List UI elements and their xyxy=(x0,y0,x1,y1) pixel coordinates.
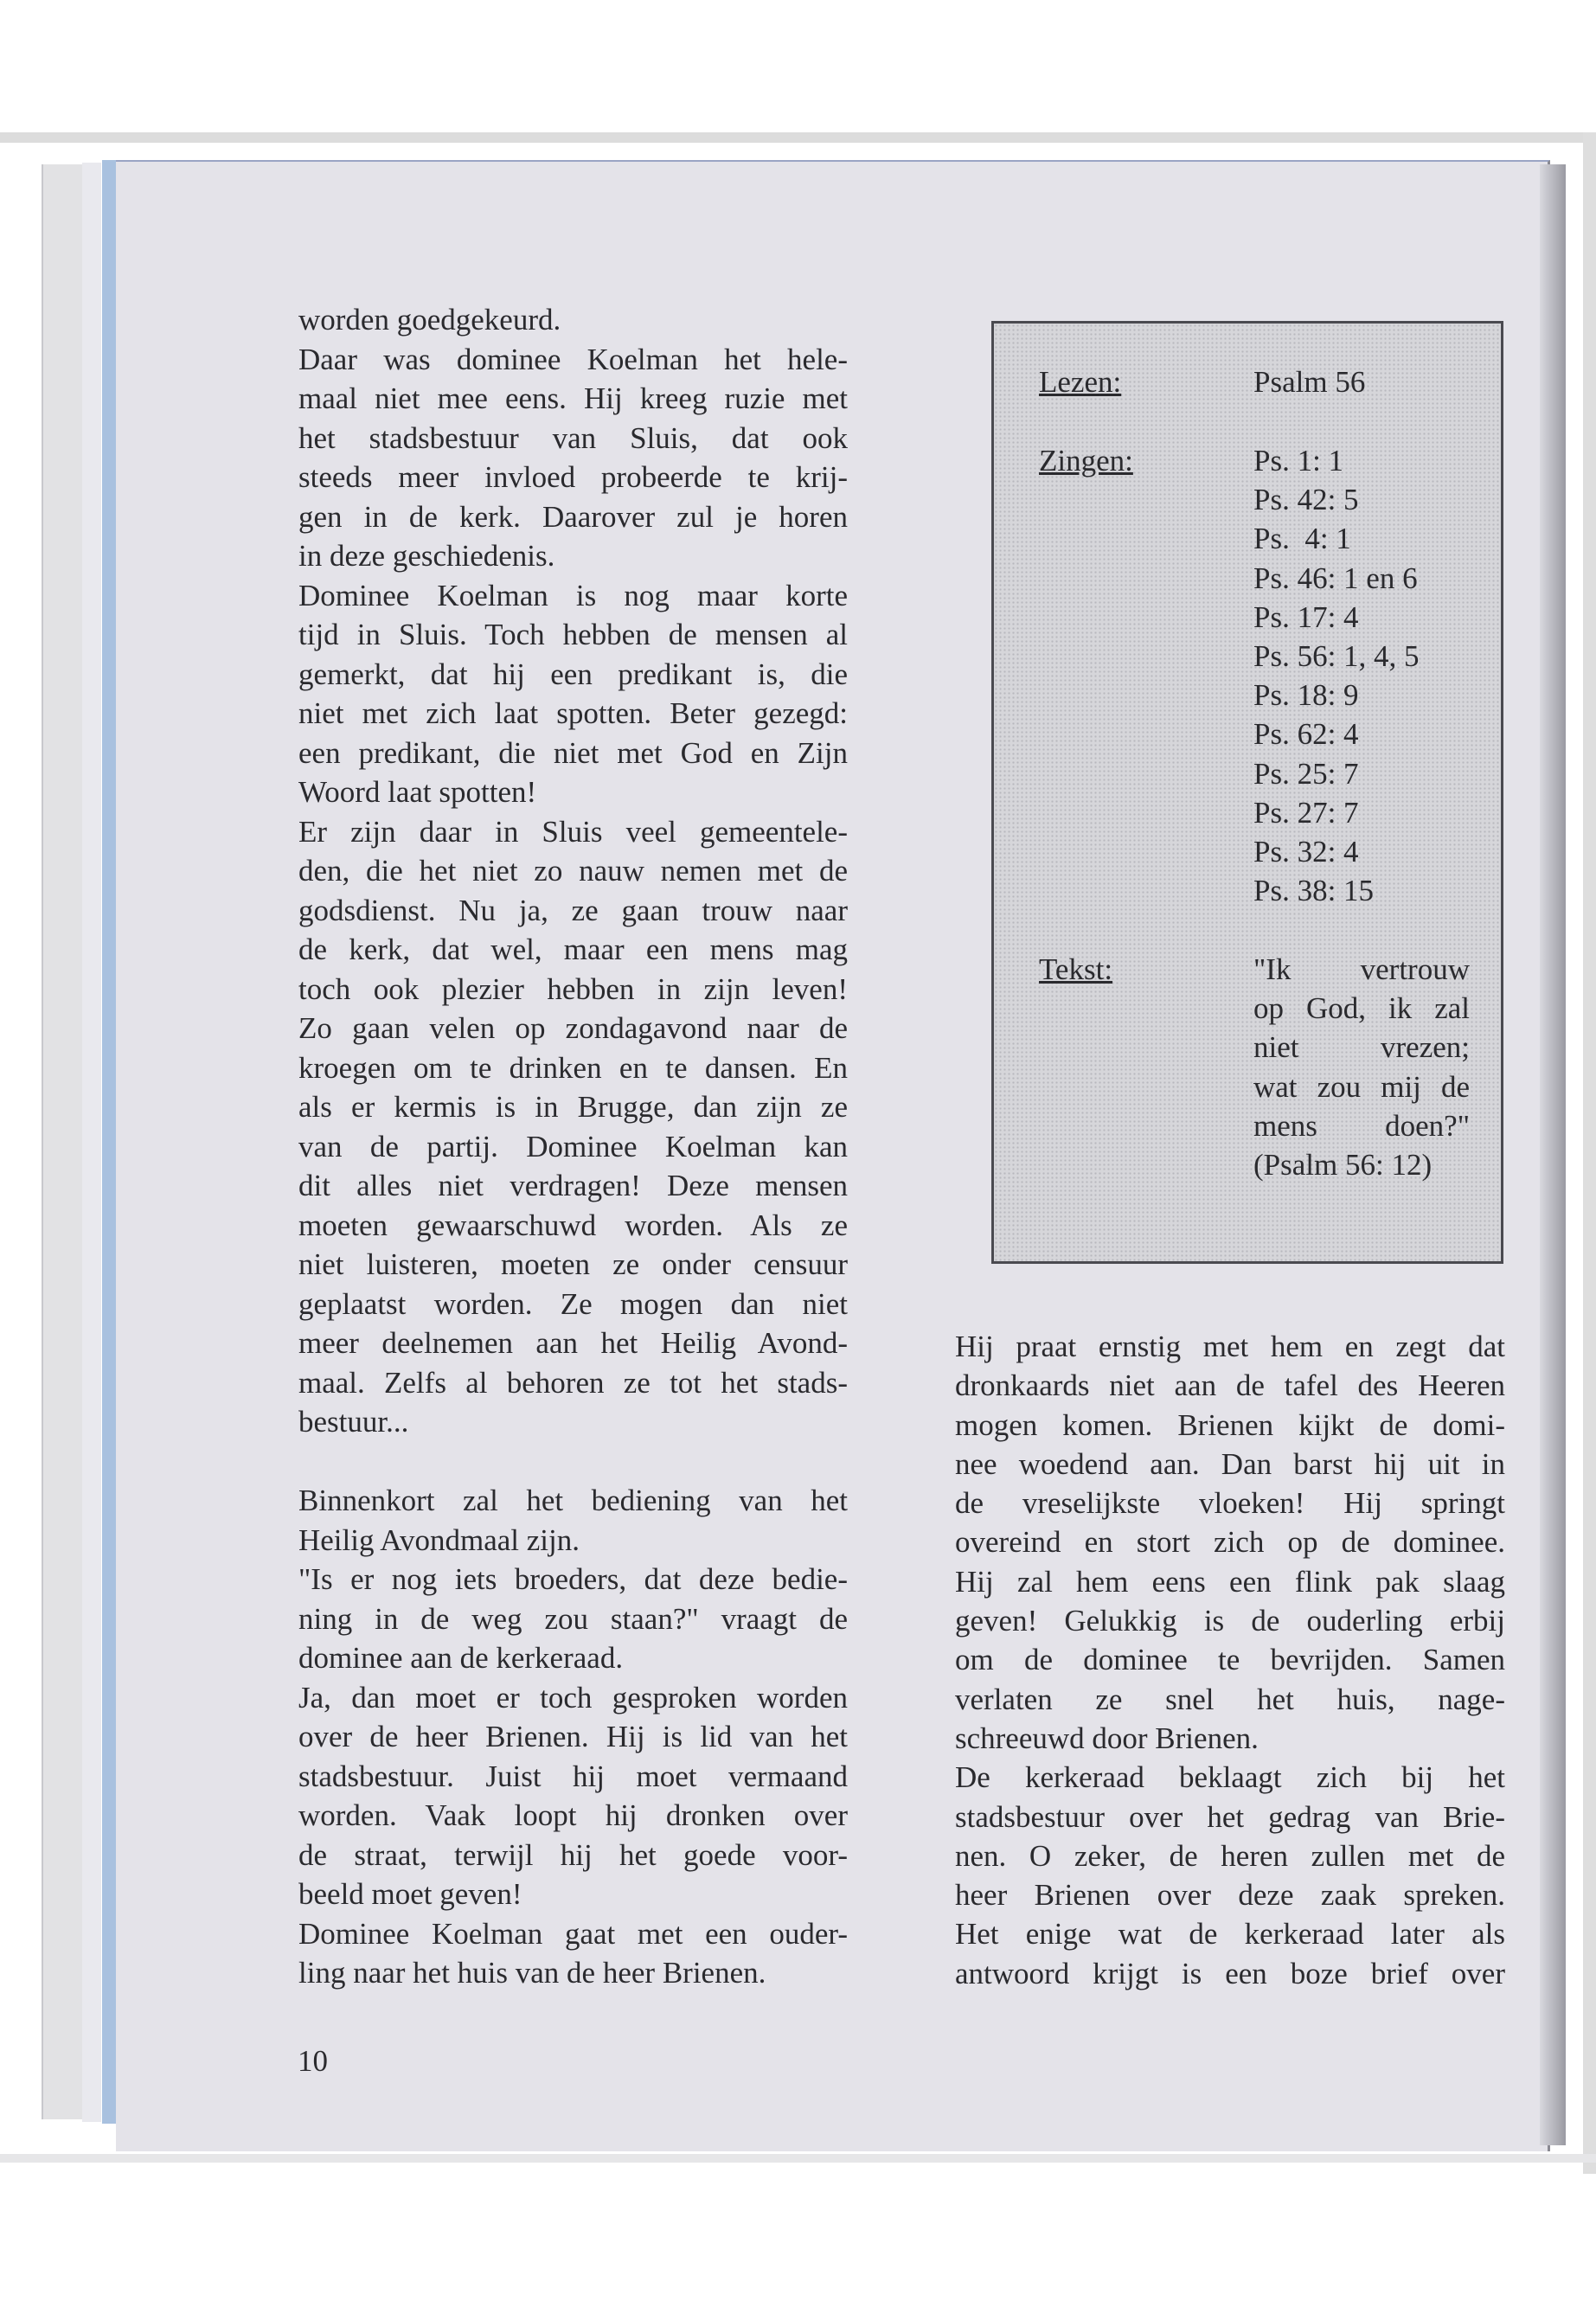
page-number: 10 xyxy=(298,2044,328,2078)
psalm-reference: Ps. 1: 1 xyxy=(1253,444,1344,478)
text-line: Daar was dominee Koelman het hele- xyxy=(298,342,848,376)
text-line: ling naar het huis van de heer Brienen. xyxy=(298,1956,766,1990)
text-line: moeten gewaarschuwd worden. Als ze xyxy=(298,1208,848,1242)
text-line: als er kermis is in Brugge, dan zijn ze xyxy=(298,1090,848,1124)
text-line: over de heer Brienen. Hij is lid van het xyxy=(298,1720,848,1753)
text-line: Zo gaan velen op zondagavond naar de xyxy=(298,1011,848,1045)
text-line: dominee aan de kerkeraad. xyxy=(298,1641,624,1675)
zingen-list xyxy=(1253,441,1461,910)
text-line: de straat, terwijl hij het goede voor- xyxy=(298,1837,848,1872)
left-text-column xyxy=(298,300,848,1993)
text-line: van de partij. Dominee Koelman kan xyxy=(298,1129,848,1163)
lezen-label: Lezen: xyxy=(1039,365,1122,399)
lezen-value: Psalm 56 xyxy=(1253,365,1366,399)
text-line: gemerkt, dat hij een predikant is, die xyxy=(298,657,848,691)
text-line: heer Brienen over deze zaak spreken. xyxy=(955,1878,1505,1913)
text-line: overeind en stort zich op de dominee. xyxy=(955,1525,1505,1560)
quote-line: wat zou mij de xyxy=(1253,1069,1470,1104)
page-gutter-shadow xyxy=(1540,164,1566,2145)
text-line: Ja, dan moet er toch gesproken worden xyxy=(298,1680,848,1715)
text-line: Woord laat spotten! xyxy=(298,775,537,809)
text-line: om de dominee te bevrijden. Samen xyxy=(955,1643,1505,1677)
text-line: Dominee Koelman gaat met een ouder- xyxy=(298,1916,848,1951)
text-line: Er zijn daar in Sluis veel gemeentele- xyxy=(298,814,848,849)
scan-top-band xyxy=(0,132,1596,143)
text-line: kroegen om te drinken en te dansen. En xyxy=(298,1050,848,1085)
text-line: niet met zich laat spotten. Beter gezegd: xyxy=(298,696,848,730)
text-line: niet luisteren, moeten ze onder censuur xyxy=(298,1247,848,1281)
text-line: beeld moet geven! xyxy=(298,1877,522,1911)
text-line: den, die het niet zo nauw nemen met de xyxy=(298,854,848,888)
text-line: maal niet mee eens. Hij kreeg ruzie met xyxy=(298,381,848,415)
psalm-reference: Ps. 25: 7 xyxy=(1253,756,1359,791)
quote-line: niet vrezen; xyxy=(1253,1030,1470,1065)
text-line: tijd in Sluis. Toch hebben de mensen al xyxy=(298,618,848,651)
text-line: dit alles niet verdragen! Deze mensen xyxy=(298,1169,848,1202)
paragraph-gap xyxy=(298,1442,848,1482)
book-page-edge xyxy=(42,164,84,2119)
right-text-column xyxy=(955,1327,1505,1993)
scan-bottom-band xyxy=(0,2154,1596,2163)
text-line: Hij praat ernstig met hem en zegt dat xyxy=(955,1330,1505,1363)
text-line: de kerk, dat wel, maar een mens mag xyxy=(298,933,848,966)
text-line: Dominee Koelman is nog maar korte xyxy=(298,578,848,612)
psalm-reference: Ps. 27: 7 xyxy=(1253,795,1359,830)
text-line: schreeuwd door Brienen. xyxy=(955,1721,1259,1755)
text-line: meer deelnemen aan het Heilig Avond- xyxy=(298,1326,848,1360)
psalm-reference: Ps. 46: 1 en 6 xyxy=(1253,561,1418,595)
quote-line: (Psalm 56: 12) xyxy=(1253,1147,1433,1182)
psalm-reference: Ps. 4: 1 xyxy=(1253,522,1351,556)
text-line: "Is er nog iets broeders, dat deze bedie- xyxy=(298,1562,848,1596)
text-line: Heilig Avondmaal zijn. xyxy=(298,1522,580,1557)
psalm-reference: Ps. 62: 4 xyxy=(1253,717,1359,752)
scan-right-band xyxy=(1583,132,1596,2174)
text-line: Het enige wat de kerkeraad later als xyxy=(955,1917,1505,1952)
zingen-label: Zingen: xyxy=(1039,444,1133,478)
text-line: in deze geschiedenis. xyxy=(298,539,555,573)
text-line: geven! Gelukkig is de ouderling erbij xyxy=(955,1604,1505,1638)
text-line: Hij zal hem eens een flink pak slaag xyxy=(955,1564,1505,1599)
text-line: godsdienst. Nu ja, ze gaan trouw naar xyxy=(298,893,848,927)
text-line: worden goedgekeurd. xyxy=(298,303,561,336)
text-line: het stadsbestuur van Sluis, dat ook xyxy=(298,420,848,455)
text-line: Binnenkort zal het bediening van het xyxy=(298,1484,848,1517)
text-line: een predikant, die niet met God en Zijn xyxy=(298,735,848,770)
quote-line: "Ik vertrouw xyxy=(1253,952,1470,986)
text-line: stadsbestuur. Juist hij moet vermaand xyxy=(298,1759,848,1793)
book-page-edge xyxy=(82,163,101,2122)
text-line: gen in de kerk. Daarover zul je horen xyxy=(298,499,848,534)
quote-line: mens doen?" xyxy=(1253,1108,1470,1143)
text-line: verlaten ze snel het huis, nage- xyxy=(955,1682,1505,1716)
quote-line: op God, ik zal xyxy=(1253,991,1470,1026)
psalm-reference: Ps. 17: 4 xyxy=(1253,599,1359,634)
text-line: bestuur... xyxy=(298,1405,409,1439)
tekst-quote xyxy=(1253,950,1470,1184)
text-line: worden. Vaak loopt hij dronken over xyxy=(298,1798,848,1832)
text-line: geplaatst worden. Ze mogen dan niet xyxy=(298,1286,848,1321)
text-line: nee woedend aan. Dan barst hij uit in xyxy=(955,1446,1505,1481)
text-line: toch ook plezier hebben in zijn leven! xyxy=(298,971,848,1006)
text-line: de vreselijkste vloeken! Hij springt xyxy=(955,1486,1505,1521)
reading-info-box xyxy=(991,321,1503,1264)
tekst-label: Tekst: xyxy=(1039,952,1113,986)
psalm-reference: Ps. 56: 1, 4, 5 xyxy=(1253,638,1420,673)
text-line: maal. Zelfs al behoren ze tot het stads- xyxy=(298,1365,848,1400)
text-line: mogen komen. Brienen kijkt de domi- xyxy=(955,1407,1505,1442)
psalm-reference: Ps. 32: 4 xyxy=(1253,834,1359,868)
text-line: De kerkeraad beklaagt zich bij het xyxy=(955,1760,1505,1795)
psalm-reference: Ps. 18: 9 xyxy=(1253,678,1359,713)
text-line: dronkaards niet aan de tafel des Heeren xyxy=(955,1368,1505,1403)
text-line: stadsbestuur over het gedrag van Brie- xyxy=(955,1799,1505,1834)
text-line: antwoord krijgt is een boze brief over xyxy=(955,1956,1505,1990)
book-cover-edge xyxy=(102,160,116,2124)
text-line: nen. O zeker, de heren zullen met de xyxy=(955,1838,1505,1873)
text-line: steeds meer invloed probeerde te krij- xyxy=(298,460,848,494)
psalm-reference: Ps. 38: 15 xyxy=(1253,874,1375,908)
text-line: ning in de weg zou staan?" vraagt de xyxy=(298,1601,848,1636)
psalm-reference: Ps. 42: 5 xyxy=(1253,483,1359,517)
